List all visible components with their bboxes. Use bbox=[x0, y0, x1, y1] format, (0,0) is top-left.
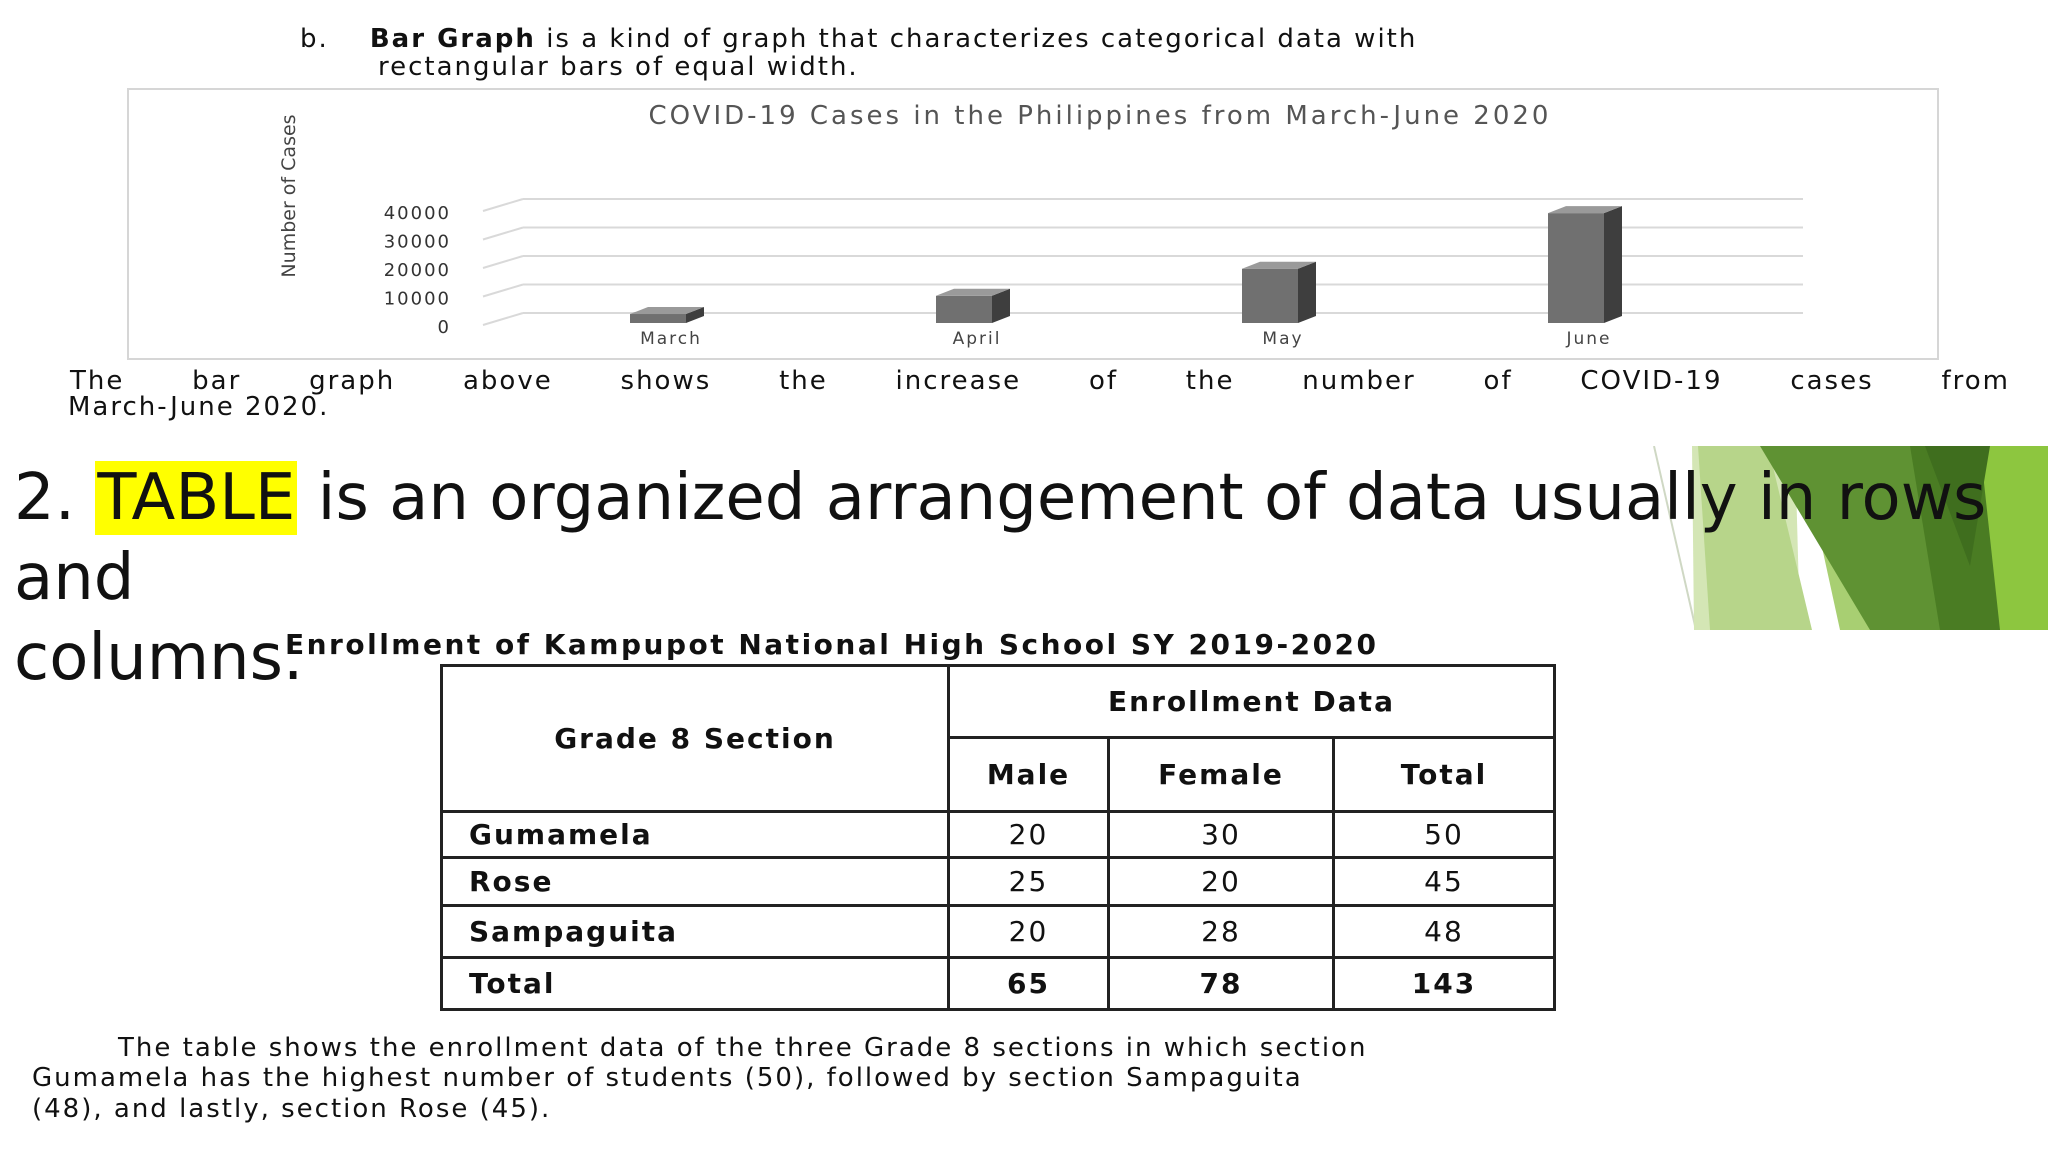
table-row bbox=[442, 906, 1555, 958]
grid-line-diagonal bbox=[483, 313, 523, 325]
caption-word: COVID-19 bbox=[1580, 366, 1723, 396]
col-header-total: Total bbox=[1334, 738, 1555, 812]
row-section: Rose bbox=[442, 858, 949, 906]
table-title: Enrollment of Kampupot National High School SY 2019-2020 bbox=[285, 628, 1379, 661]
caption-word: from bbox=[1941, 366, 2010, 396]
row-total: 48 bbox=[1334, 906, 1555, 958]
intro-term: Bar Graph bbox=[369, 24, 536, 54]
total-label: Total bbox=[442, 958, 949, 1010]
caption-word: shows bbox=[620, 366, 712, 396]
row-male: 20 bbox=[949, 906, 1109, 958]
row-female: 30 bbox=[1109, 812, 1334, 858]
grid-line-diagonal bbox=[483, 256, 523, 268]
caption-word: cases bbox=[1790, 366, 1874, 396]
bar-front bbox=[630, 314, 686, 323]
row-male: 20 bbox=[949, 812, 1109, 858]
intro-line-1 bbox=[300, 24, 1417, 54]
col-header-female: Female bbox=[1109, 738, 1334, 812]
y-tick-label: 0 bbox=[437, 317, 451, 338]
total-female: 78 bbox=[1109, 958, 1334, 1010]
row-total: 50 bbox=[1334, 812, 1555, 858]
caption-word: of bbox=[1088, 366, 1118, 396]
total-total: 143 bbox=[1334, 958, 1555, 1010]
total-male: 65 bbox=[949, 958, 1109, 1010]
chart-caption-line-1 bbox=[70, 366, 2010, 396]
intro-label: b. bbox=[300, 24, 329, 54]
table-total-row bbox=[442, 958, 1555, 1010]
table-header-row bbox=[442, 666, 1555, 738]
caption-word: increase bbox=[895, 366, 1022, 396]
bar-side bbox=[1604, 206, 1622, 323]
caption-word: The bbox=[70, 366, 125, 396]
caption-word: the bbox=[779, 366, 828, 396]
row-male: 25 bbox=[949, 858, 1109, 906]
chart-y-axis-label: Number of Cases bbox=[278, 114, 300, 278]
y-tick-label: 10000 bbox=[383, 288, 451, 310]
x-tick-label: May bbox=[1262, 329, 1304, 349]
heading-line-2: columns. bbox=[14, 621, 304, 695]
bar-side bbox=[1298, 262, 1316, 323]
bar-may bbox=[1242, 262, 1316, 323]
caption-word: of bbox=[1483, 366, 1513, 396]
table-row bbox=[442, 812, 1555, 858]
chart-title: COVID-19 Cases in the Philippines from March-June 2020 bbox=[648, 101, 1552, 131]
grid-line-diagonal bbox=[483, 285, 523, 297]
caption-word: the bbox=[1185, 366, 1235, 396]
y-tick-label: 30000 bbox=[383, 231, 451, 253]
caption-word: number bbox=[1302, 366, 1416, 396]
y-tick-label: 40000 bbox=[383, 203, 451, 224]
group-header-enrollment: Enrollment Data bbox=[949, 666, 1555, 738]
row-section: Gumamela bbox=[442, 812, 949, 858]
x-tick-label: March bbox=[640, 329, 702, 349]
heading-line-1: is an organized arrangement of data usually in rows and bbox=[14, 461, 1987, 615]
intro-text-2: rectangular bars of equal width. bbox=[378, 52, 859, 82]
bottom-text-line-3: (48), and lastly, section Rose (45). bbox=[32, 1094, 552, 1124]
section-heading bbox=[14, 458, 2044, 698]
chart-x-ticks bbox=[640, 329, 1611, 349]
bar-march bbox=[630, 307, 704, 323]
enrollment-table bbox=[440, 664, 1556, 1011]
grid-line-diagonal bbox=[483, 199, 523, 211]
bottom-text-line-2: Gumamela has the highest number of students (50), followed by section Sampaguita bbox=[32, 1063, 1303, 1093]
bar-front bbox=[1242, 269, 1298, 323]
heading-highlight: TABLE bbox=[97, 461, 296, 535]
caption-word: above bbox=[463, 366, 553, 396]
bar-june bbox=[1548, 206, 1622, 323]
chart-bars bbox=[630, 206, 1622, 323]
x-tick-label: April bbox=[952, 329, 1002, 349]
grid-line-diagonal bbox=[483, 228, 523, 240]
y-tick-label: 20000 bbox=[383, 260, 451, 281]
row-female: 28 bbox=[1109, 906, 1334, 958]
intro-text-1: is a kind of graph that characterizes categorical data with bbox=[546, 24, 1418, 54]
heading-number: 2. bbox=[14, 461, 76, 535]
row-section: Sampaguita bbox=[442, 906, 949, 958]
col-header-male: Male bbox=[949, 738, 1109, 812]
caption-word: graph bbox=[309, 366, 396, 396]
table-row bbox=[442, 858, 1555, 906]
row-female: 20 bbox=[1109, 858, 1334, 906]
chart-y-ticks bbox=[384, 203, 451, 338]
caption-word: bar bbox=[192, 366, 242, 396]
bar-chart bbox=[127, 88, 1939, 360]
bottom-text-line-1: The table shows the enrollment data of the three Grade 8 sections in which section bbox=[118, 1033, 1368, 1063]
x-tick-label: June bbox=[1566, 329, 1612, 349]
bar-front bbox=[1548, 213, 1604, 323]
row-total: 45 bbox=[1334, 858, 1555, 906]
bar-front bbox=[936, 296, 992, 323]
chart-caption-line-2: March-June 2020. bbox=[68, 392, 330, 422]
col-header-section: Grade 8 Section bbox=[442, 666, 949, 812]
bar-april bbox=[936, 289, 1010, 323]
